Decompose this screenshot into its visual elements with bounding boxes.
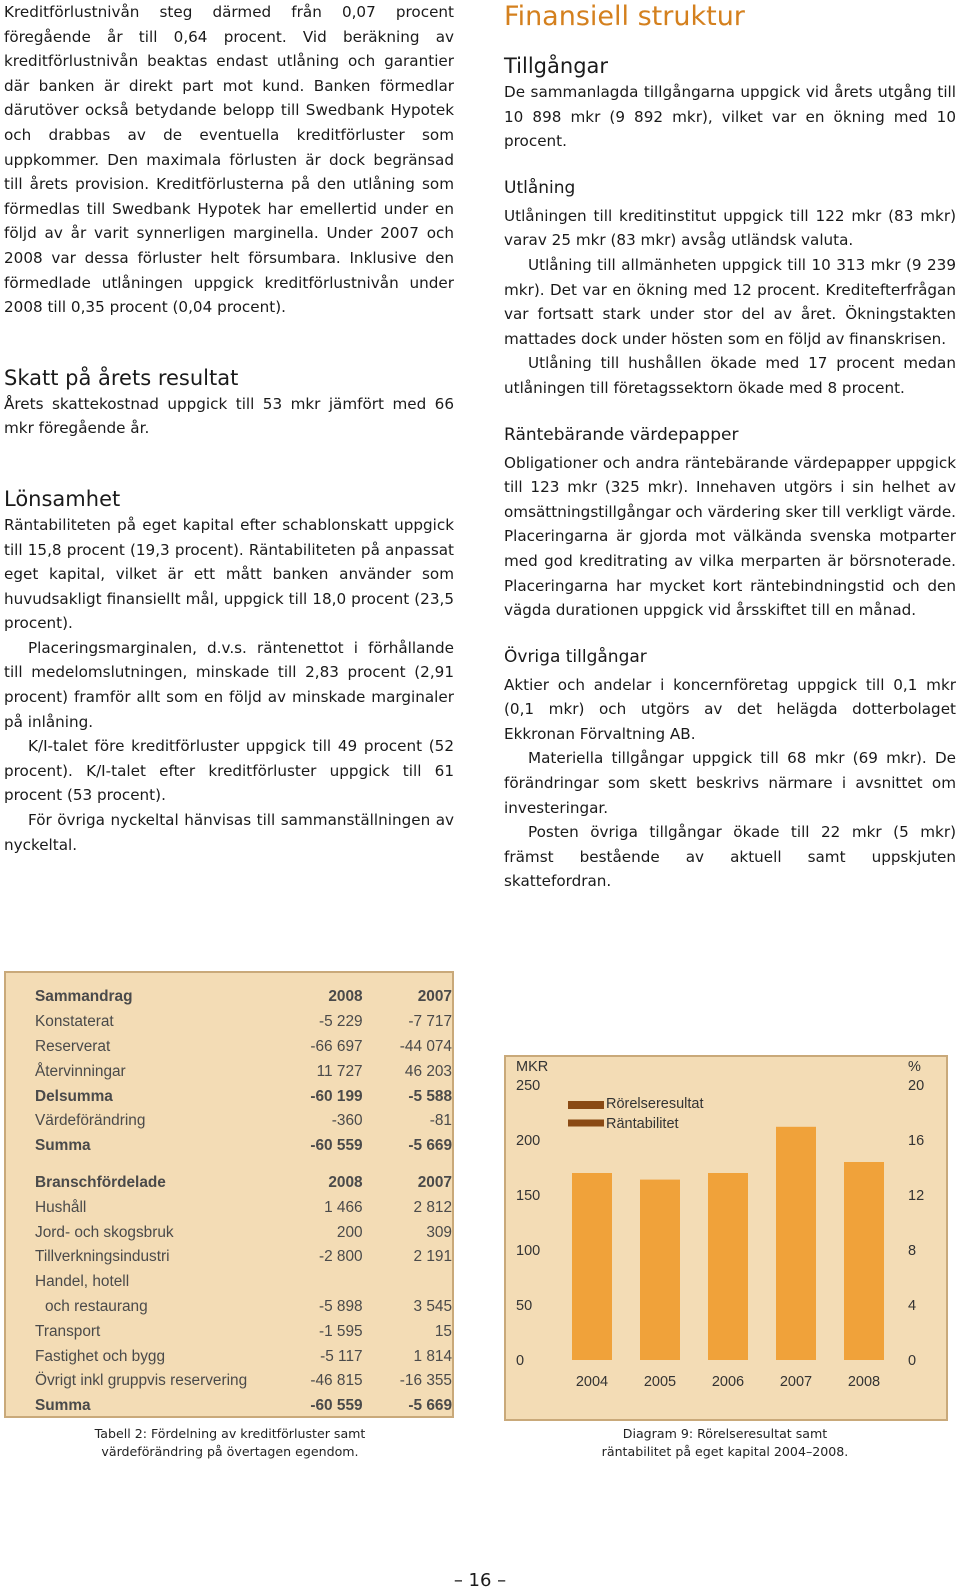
y-tick-left: 200 xyxy=(516,1133,541,1149)
table-row xyxy=(35,985,452,1010)
value-2007: 1 814 xyxy=(413,1347,452,1365)
table-row xyxy=(35,1171,452,1196)
y-tick-right: 20 xyxy=(908,1078,925,1094)
legend-label: Rörelseresultat xyxy=(606,1096,704,1112)
row-label: Branschfördelade xyxy=(35,1173,166,1191)
row-label: Summa xyxy=(35,1137,91,1155)
row-label: Transport xyxy=(35,1322,101,1340)
paragraph-lonsamhet-3: K/I-talet före kreditförluster uppgick till 49 procent (52 procent). K/I-talet efter kreditförluster uppgick till 61 procent (53 procent). xyxy=(4,737,454,805)
value-2008: -60 559 xyxy=(310,1397,363,1415)
value-2007: 2 812 xyxy=(413,1198,452,1216)
bar-chart xyxy=(506,1057,946,1419)
value-2008: -60 559 xyxy=(310,1137,363,1155)
row-label: Sammandrag xyxy=(35,988,133,1006)
bar xyxy=(640,1180,680,1360)
table-row xyxy=(35,1195,452,1220)
table-row xyxy=(35,1109,452,1134)
value-2008: 200 xyxy=(336,1223,363,1241)
value-2007: 15 xyxy=(434,1322,452,1340)
chart-caption-line-2: räntabilitet på eget kapital 2004–2008. xyxy=(601,1444,849,1459)
table-caption-line-1: Tabell 2: Fördelning av kreditförluster samt xyxy=(94,1426,366,1441)
row-label: Tillverkningsindustri xyxy=(35,1248,170,1266)
table-row xyxy=(35,1035,452,1060)
y-tick-left: 150 xyxy=(516,1188,541,1204)
table-row xyxy=(35,1270,452,1295)
table-row xyxy=(35,1394,452,1419)
table-row xyxy=(35,1084,452,1109)
paragraph-ovriga-1: Aktier och andelar i koncernföretag uppgick till 0,1 mkr (0,1 mkr) och utgörs av det helägda dotterbolaget Ekkronan Förvaltning AB. xyxy=(504,675,956,743)
heading-utlaning: Utlåning xyxy=(504,177,576,198)
value-2007: 309 xyxy=(426,1223,452,1241)
value-2007: -5 669 xyxy=(408,1137,452,1155)
legend-label: Räntabilitet xyxy=(606,1116,679,1132)
credit-loss-table xyxy=(35,985,452,1419)
table-row xyxy=(35,1245,452,1270)
y-axis-right-title: % xyxy=(908,1059,921,1075)
paragraph-rantebarande: Obligationer och andra räntebärande värdepapper uppgick till 123 mkr (325 mkr). Innehaven utgörs i sin helhet av omsättningstillgångar och värdering sker till verkligt värde. Placeringarna är gjorda mot välkända svenska motparter med god kreditrating av vilka merparten är börsnoterade. Placeringarna har mycket kort räntebindningstid och den vägda durationen uppgick vid årsskiftet till en månad. xyxy=(504,453,956,620)
row-label: Övrigt inkl gruppvis reservering xyxy=(35,1372,248,1390)
value-2007: 2007 xyxy=(417,988,452,1006)
y-tick-left: 0 xyxy=(516,1353,525,1369)
row-label: Värdeförändring xyxy=(35,1112,146,1130)
value-2008: -5 229 xyxy=(318,1013,363,1031)
value-2007: 3 545 xyxy=(413,1297,452,1315)
value-2007 xyxy=(363,1270,452,1295)
table-row xyxy=(35,1220,452,1245)
paragraph-lonsamhet-1: Räntabiliteten på eget kapital efter schablonskatt uppgick till 15,8 procent (19,3 procent). Räntabiliteten på anpassat eget kapital, vilket är ett mått banken använder som huvudsakligt finansiellt mål, uppgick till 18,0 procent (23,5 procent). xyxy=(4,515,454,633)
bar xyxy=(708,1173,748,1360)
y-axis-left-title: MKR xyxy=(516,1059,549,1075)
paragraph-lonsamhet-2: Placeringsmarginalen, d.v.s. räntenettot i förhållande till medelomslutningen, minskade till 2,83 procent (2,91 procent) framför allt som en följd av minskade marginaler på inlåning. xyxy=(4,638,454,731)
paragraph-utlaning-3: Utlåning till hushållen ökade med 17 procent medan utlåningen till företagssektorn ökade med 8 procent. xyxy=(504,354,956,397)
x-tick: 2007 xyxy=(779,1374,813,1390)
value-2008: -5 898 xyxy=(318,1297,363,1315)
heading-ovriga: Övriga tillgångar xyxy=(504,646,647,667)
y-tick-left: 100 xyxy=(516,1243,541,1259)
value-2008: 2008 xyxy=(328,988,363,1006)
y-tick-left: 250 xyxy=(516,1078,541,1094)
chart-caption xyxy=(560,1425,890,1461)
value-2008: 1 466 xyxy=(324,1198,363,1216)
y-tick-right: 16 xyxy=(908,1133,925,1149)
heading-lonsamhet: Lönsamhet xyxy=(4,486,121,511)
bar xyxy=(776,1127,816,1360)
value-2008: -2 800 xyxy=(318,1248,363,1266)
value-2008 xyxy=(275,1270,363,1295)
value-2007: -5 588 xyxy=(408,1087,452,1105)
table-caption-line-2: värdeförändring på övertagen egendom. xyxy=(101,1444,359,1459)
x-tick: 2006 xyxy=(711,1374,745,1390)
heading-rantebarande: Räntebärande värdepapper xyxy=(504,424,739,445)
value-2007: -5 669 xyxy=(408,1397,452,1415)
value-2008: -46 815 xyxy=(310,1372,363,1390)
value-2007: -7 717 xyxy=(408,1013,452,1031)
right-column xyxy=(504,0,956,894)
row-label: Återvinningar xyxy=(35,1062,126,1080)
heading-tillgangar: Tillgångar xyxy=(504,54,609,78)
row-label: Hushåll xyxy=(35,1198,87,1216)
chart-panel xyxy=(504,1055,948,1421)
value-2007: -44 074 xyxy=(399,1037,452,1055)
paragraph-utlaning-1: Utlåningen till kreditinstitut uppgick till 122 mkr (83 mkr) varav 25 mkr (83 mkr) avsåg utländsk valuta. xyxy=(504,206,956,250)
table-row xyxy=(35,1295,452,1320)
value-2007: 2 191 xyxy=(413,1248,452,1266)
y-tick-right: 0 xyxy=(908,1353,917,1369)
table-row xyxy=(35,1344,452,1369)
table-row xyxy=(35,1134,452,1159)
credit-loss-table-panel xyxy=(4,971,454,1418)
row-label: Handel, hotell xyxy=(35,1273,130,1291)
row-label: Fastighet och bygg xyxy=(35,1347,166,1365)
value-2007: -16 355 xyxy=(399,1372,452,1390)
bar xyxy=(844,1162,884,1360)
value-2008: -60 199 xyxy=(310,1087,363,1105)
section-title: Finansiell struktur xyxy=(504,1,745,32)
paragraph-lonsamhet-4: För övriga nyckeltal hänvisas till sammanställningen av nyckeltal. xyxy=(4,811,454,854)
row-label: Summa xyxy=(35,1397,91,1415)
row-label: Delsumma xyxy=(35,1087,113,1105)
bar xyxy=(572,1173,612,1360)
table-row xyxy=(35,1369,452,1394)
x-tick: 2004 xyxy=(575,1374,609,1390)
value-2008: -1 595 xyxy=(318,1322,363,1340)
x-tick: 2008 xyxy=(847,1374,881,1390)
page-number: – 16 – xyxy=(453,1570,507,1591)
table-spacer xyxy=(35,1159,452,1171)
value-2008: -360 xyxy=(331,1112,363,1130)
heading-skatt: Skatt på årets resultat xyxy=(4,365,239,390)
x-tick: 2005 xyxy=(643,1374,677,1390)
row-label: Konstaterat xyxy=(35,1013,114,1031)
legend-swatch-bar xyxy=(568,1101,604,1109)
y-tick-right: 8 xyxy=(908,1243,917,1259)
paragraph-ovriga-3: Posten övriga tillgångar ökade till 22 mkr (5 mkr) främst bestående av aktuell samt uppskjuten skattefordran. xyxy=(504,823,956,891)
paragraph-kreditforlust: Kreditförlustnivån steg därmed från 0,07 procent föregående år till 0,64 procent. Vid beräkning av kreditförlustnivån beaktas endast utlåning och garantier där banken är direkt part mot kund. Banken förmedlar därutöver också betydande belopp till Swedbank Hypotek och drabbas av de eventuella kreditförluster som uppkommer. Den maximala förlusten är dock begränsad till årets provision. Kreditförlusterna på den utlåning som förmedlas till Swedbank Hypotek har emellertid under en följd av år varit synnerligen marginella. Under 2007 och 2008 var dessa förluster helt försumbara. Inklusive den förmedlade utlåningen uppgick kreditförlustnivån under 2008 till 0,35 procent (0,04 procent). xyxy=(4,3,454,317)
value-2008: 2008 xyxy=(328,1173,363,1191)
y-tick-right: 12 xyxy=(908,1188,925,1204)
paragraph-tillgangar: De sammanlagda tillgångarna uppgick vid årets utgång till 10 898 mkr (9 892 mkr), vilket var en ökning med 10 procent. xyxy=(504,83,956,151)
row-label: Jord- och skogsbruk xyxy=(35,1223,174,1241)
paragraph-skatt: Årets skattekostnad uppgick till 53 mkr jämfört med 66 mkr föregående år. xyxy=(4,394,454,438)
value-2007: -81 xyxy=(429,1112,452,1130)
value-2007: 46 203 xyxy=(404,1062,452,1080)
chart-caption-line-1: Diagram 9: Rörelseresultat samt xyxy=(622,1426,828,1441)
value-2008: 11 727 xyxy=(316,1062,363,1080)
paragraph-ovriga-2: Materiella tillgångar uppgick till 68 mkr (69 mkr). De förändringar som skett beskrivs närmare i avsnittet om investeringar. xyxy=(504,749,956,817)
paragraph-utlaning-2: Utlåning till allmänheten uppgick till 10 313 mkr (9 239 mkr). Det var en ökning med 12 procent. Kreditefterfrågan var fortsatt stark under stor del av året. Ökningstakten mattades dock under hösten som en följd av finanskrisen. xyxy=(504,255,956,348)
y-tick-right: 4 xyxy=(908,1298,917,1314)
table-row xyxy=(35,1319,452,1344)
y-tick-left: 50 xyxy=(516,1298,533,1314)
table-caption xyxy=(80,1425,380,1461)
table-row xyxy=(35,1010,452,1035)
table-row xyxy=(35,1059,452,1084)
value-2008: -5 117 xyxy=(320,1347,363,1365)
value-2007: 2007 xyxy=(417,1173,452,1191)
row-label: Reserverat xyxy=(35,1037,111,1055)
left-column xyxy=(4,0,454,857)
value-2008: -66 697 xyxy=(310,1037,363,1055)
row-label: och restaurang xyxy=(45,1297,148,1315)
